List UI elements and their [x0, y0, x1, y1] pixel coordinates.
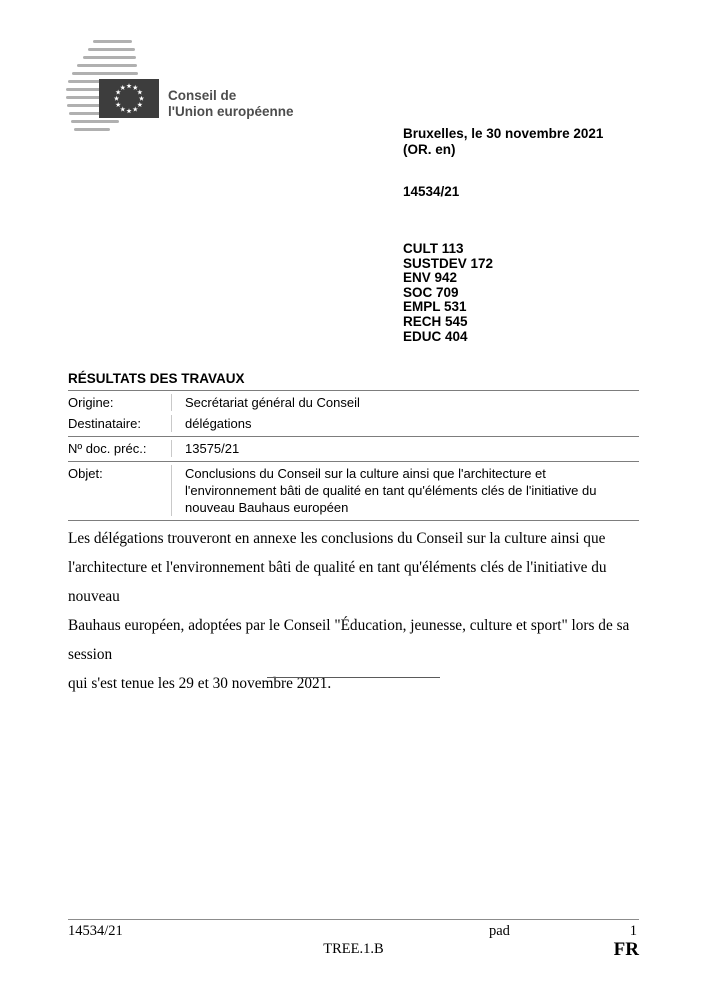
- results-section: [68, 371, 639, 521]
- row-label: Origine:: [68, 394, 172, 411]
- footer-doc-number: 14534/21: [68, 923, 123, 939]
- footer-row: [68, 939, 639, 965]
- objet-line: l'environnement bâti de qualité en tant qu'éléments clés de l'initiative du: [185, 483, 597, 498]
- eu-stars-icon: [99, 79, 159, 118]
- document-header: [403, 126, 653, 344]
- code-item: CULT 113: [403, 241, 464, 256]
- code-item: EMPL 531: [403, 299, 467, 315]
- body-paragraph: [68, 524, 646, 698]
- body-line: qui s'est tenue les 29 et 30 novembre 2021.: [68, 675, 332, 692]
- footer-department: TREE.1.B: [323, 941, 384, 957]
- separator: [267, 677, 440, 678]
- org-name-line1: Conseil de: [168, 88, 237, 103]
- org-name-line2: l'Union européenne: [168, 103, 294, 119]
- results-heading: RÉSULTATS DES TRAVAUX: [68, 371, 245, 386]
- code-item: RECH 545: [403, 313, 468, 329]
- table-row-destinataire: [68, 413, 639, 434]
- code-item: SOC 709: [403, 284, 459, 300]
- table-row-doc-prec: [68, 438, 639, 459]
- row-value: [172, 465, 639, 516]
- eu-flag-icon: [99, 79, 159, 118]
- table-group: [68, 437, 639, 462]
- council-logo: [66, 40, 166, 135]
- table-row-origine: [68, 392, 639, 413]
- row-value: délégations: [185, 416, 252, 431]
- footer-initials: pad: [489, 923, 510, 939]
- table-group: [68, 391, 639, 437]
- row-label: Objet:: [68, 465, 172, 516]
- code-item: SUSTDEV 172: [403, 255, 494, 271]
- subject-codes: [403, 242, 653, 344]
- footer: [68, 919, 639, 965]
- row-label: Nº doc. préc.:: [68, 440, 172, 457]
- logo-sphere-line: [88, 48, 135, 51]
- or-language: (OR. en): [403, 142, 456, 157]
- logo-sphere-line: [71, 120, 119, 123]
- logo-sphere-line: [72, 72, 138, 75]
- body-line: Les délégations trouveront en annexe les conclusions du Conseil sur la culture ainsi que: [68, 530, 606, 547]
- table-row-objet: [68, 463, 639, 518]
- table-group: [68, 462, 639, 521]
- row-value: Secrétariat général du Conseil: [185, 395, 360, 410]
- body-line: l'architecture et l'environnement bâti de qualité en tant qu'éléments clés de l'initiative du nouveau: [68, 559, 607, 605]
- logo-sphere-line: [93, 40, 132, 43]
- code-item: EDUC 404: [403, 328, 468, 344]
- logo-sphere-line: [74, 128, 110, 131]
- code-item: ENV 942: [403, 270, 458, 286]
- objet-line: Conclusions du Conseil sur la culture ainsi que l'architecture et: [185, 466, 546, 481]
- logo-sphere-line: [77, 64, 137, 67]
- footer-row: [68, 920, 639, 939]
- row-value: 13575/21: [185, 441, 240, 456]
- results-table: [68, 390, 639, 521]
- org-name: [168, 88, 293, 119]
- place-date: Bruxelles, le 30 novembre 2021: [403, 126, 604, 141]
- body-line: Bauhaus européen, adoptées par le Conseil "Éducation, jeunesse, culture et sport" lors de sa session: [68, 617, 630, 663]
- footer-page-number: 1: [629, 923, 637, 939]
- doc-number: 14534/21: [403, 184, 460, 199]
- logo-sphere-line: [83, 56, 136, 59]
- footer-language: FR: [613, 939, 639, 960]
- row-label: Destinataire:: [68, 415, 172, 432]
- objet-line: nouveau Bauhaus européen: [185, 500, 349, 515]
